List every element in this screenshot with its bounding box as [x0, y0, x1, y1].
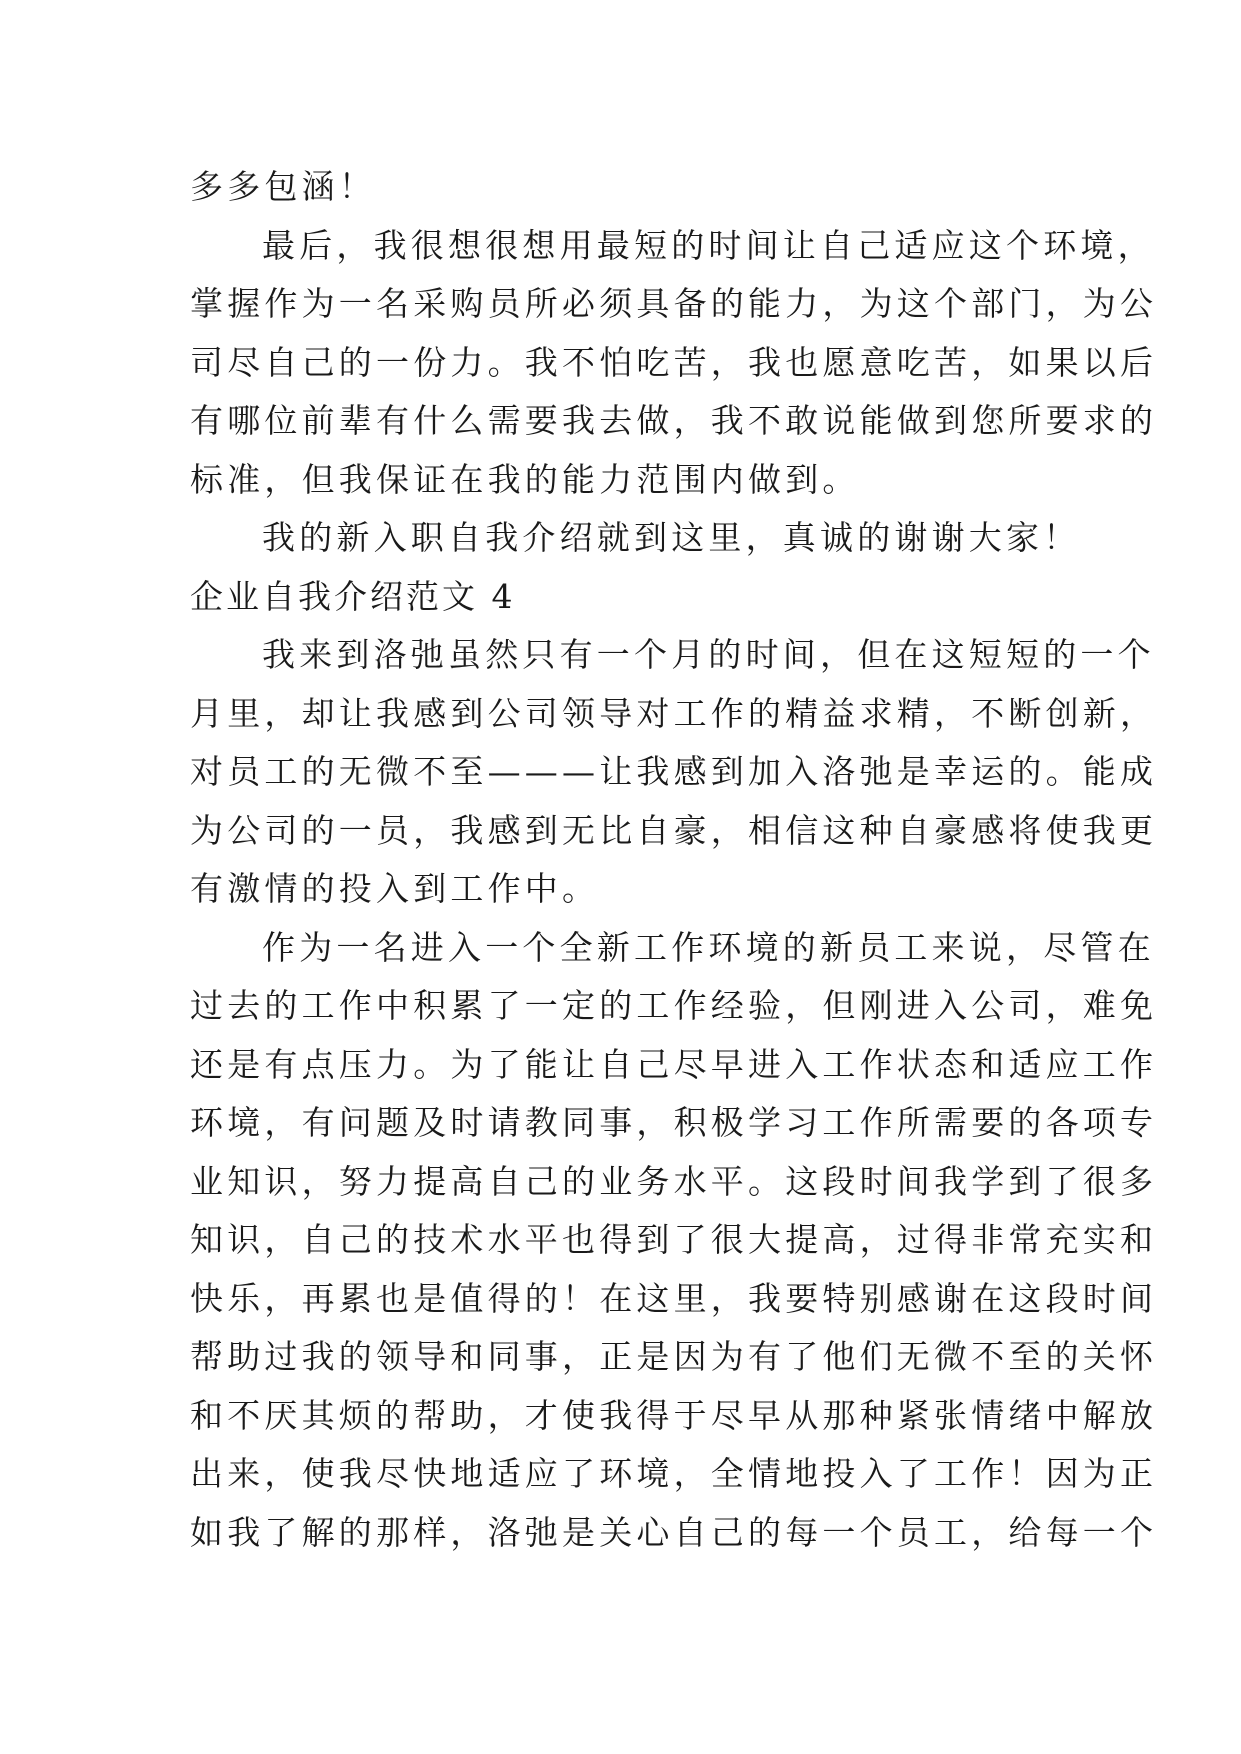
- paragraph-line: 司尽自己的一份力。我不怕吃苦，我也愿意吃苦，如果以后: [190, 342, 1158, 382]
- paragraph-line: 我来到洛弛虽然只有一个月的时间，但在这短短的一个: [262, 635, 1155, 674]
- paragraph-line: 掌握作为一名采购员所必须具备的能力，为这个部门，为公: [190, 284, 1158, 323]
- paragraph-line: 有激情的投入到工作中。: [190, 869, 600, 908]
- paragraph-line: 最后，我很想很想用最短的时间让自己适应这个环境，: [262, 225, 1155, 265]
- paragraph-line: 环境，有问题及时请教同事，积极学习工作所需要的各项专: [190, 1103, 1158, 1142]
- paragraph-line: 多多包涵！: [190, 167, 376, 206]
- section-heading: 企业自我介绍范文 4: [190, 576, 516, 616]
- paragraph-line: 月里，却让我感到公司领导对工作的精益求精，不断创新，: [190, 693, 1158, 733]
- paragraph-line: 为公司的一员，我感到无比自豪，相信这种自豪感将使我更: [190, 810, 1158, 850]
- paragraph-line: 有哪位前辈有什么需要我去做，我不敢说能做到您所要求的: [190, 401, 1158, 440]
- paragraph-line: 业知识，努力提高自己的业务水平。这段时间我学到了很多: [190, 1161, 1158, 1201]
- paragraph-line: 标准，但我保证在我的能力范围内做到。: [190, 459, 860, 499]
- paragraph-line: 如我了解的那样，洛弛是关心自己的每一个员工，给每一个: [190, 1512, 1158, 1552]
- paragraph-line: 和不厌其烦的帮助，才使我得于尽早从那种紧张情绪中解放: [190, 1395, 1158, 1435]
- paragraph-line: 还是有点压力。为了能让自己尽早进入工作状态和适应工作: [190, 1044, 1158, 1084]
- paragraph-line: 作为一名进入一个全新工作环境的新员工来说，尽管在: [262, 927, 1155, 967]
- document-body: [190, 158, 1158, 1562]
- paragraph-line: 出来，使我尽快地适应了环境，全情地投入了工作！因为正: [190, 1454, 1158, 1493]
- paragraph-line: 对员工的无微不至———让我感到加入洛弛是幸运的。能成: [190, 752, 1158, 791]
- paragraph-line: 我的新入职自我介绍就到这里，真诚的谢谢大家！: [262, 518, 1081, 557]
- paragraph-line: 过去的工作中积累了一定的工作经验，但刚进入公司，难免: [190, 986, 1158, 1025]
- paragraph-line: 知识，自己的技术水平也得到了很大提高，过得非常充实和: [190, 1220, 1158, 1259]
- paragraph-line: 快乐，再累也是值得的！在这里，我要特别感谢在这段时间: [190, 1278, 1158, 1318]
- paragraph-line: 帮助过我的领导和同事，正是因为有了他们无微不至的关怀: [190, 1337, 1158, 1376]
